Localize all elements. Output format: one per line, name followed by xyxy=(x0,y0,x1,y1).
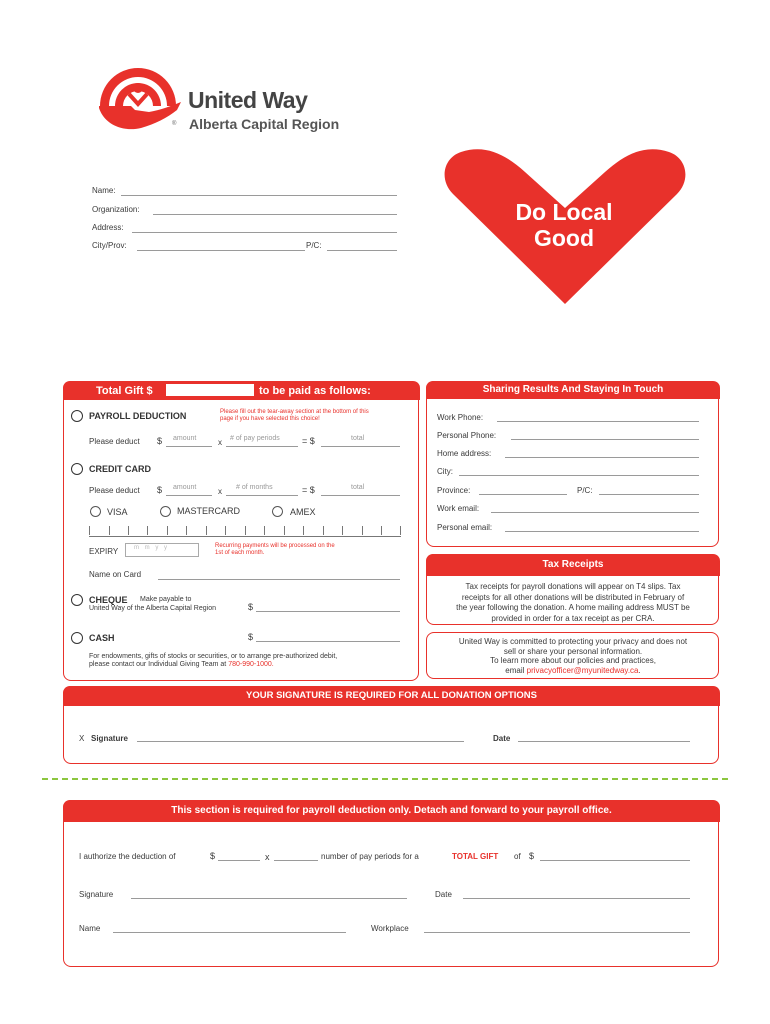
tax-text xyxy=(428,582,718,624)
personal-phone-field[interactable] xyxy=(511,439,699,440)
postal-code-field[interactable] xyxy=(327,250,397,251)
cash-radio[interactable] xyxy=(71,632,83,644)
authorize-total-gift: TOTAL GIFT xyxy=(452,852,499,861)
signature-label: Signature xyxy=(91,734,128,743)
payroll-dollar: $ xyxy=(157,436,163,446)
address-label: Address: xyxy=(92,223,124,232)
payroll-deduction-radio[interactable] xyxy=(71,410,83,422)
home-address-label: Home address: xyxy=(437,449,492,458)
payroll-total-hint: total xyxy=(351,435,365,442)
payroll-periods-hint: # of pay periods xyxy=(230,435,280,442)
cheque-dollar: $ xyxy=(248,602,254,612)
tearoff-signature-field[interactable] xyxy=(131,898,407,899)
credit-months-hint: # of months xyxy=(236,484,273,491)
name-field[interactable] xyxy=(121,195,397,196)
payroll-amount-field[interactable] xyxy=(166,446,212,447)
tax-line-2: receipts for all other donations will be distributed in February of xyxy=(461,592,685,602)
payroll-equals: = $ xyxy=(302,436,315,446)
total-gift-prefix: Total Gift $ xyxy=(96,385,153,397)
signature-field[interactable] xyxy=(137,741,464,742)
credit-equals: = $ xyxy=(302,485,315,495)
payroll-times: x xyxy=(218,438,222,447)
payroll-tearoff-panel xyxy=(63,800,719,967)
tax-line-3: the year following the donation. A home mailing address MUST be xyxy=(456,603,690,612)
sharing-pc-field[interactable] xyxy=(599,494,699,495)
privacy-line-4: email privacyofficer@myunitedway.ca. xyxy=(505,665,641,675)
recurring-note: Recurring payments will be processed on the 1st of each month. xyxy=(215,543,335,556)
credit-total-hint: total xyxy=(351,484,365,491)
signature-x: X xyxy=(79,734,85,743)
personal-email-label: Personal email: xyxy=(437,523,493,532)
postal-code-label: P/C: xyxy=(306,241,322,250)
card-number-field[interactable] xyxy=(89,526,401,537)
authorize-periods-text: number of pay periods for a xyxy=(321,852,419,861)
cash-label: CASH xyxy=(89,633,115,643)
work-email-label: Work email: xyxy=(437,504,480,513)
personal-email-field[interactable] xyxy=(505,531,699,532)
cheque-label: CHEQUE xyxy=(89,595,128,605)
authorize-amount-field[interactable] xyxy=(218,860,260,861)
name-on-card-label: Name on Card xyxy=(89,570,142,579)
cheque-payable: Make payable to xyxy=(140,596,192,603)
city-field[interactable] xyxy=(459,475,699,476)
organization-label: Organization: xyxy=(92,205,140,214)
sharing-pc-label: P/C: xyxy=(577,486,593,495)
name-label: Name: xyxy=(92,186,116,195)
authorize-of: of xyxy=(514,852,521,861)
tax-line-1: Tax receipts for payroll donations will appear on T4 slips. Tax xyxy=(465,582,681,591)
total-gift-amount-field[interactable] xyxy=(166,384,254,396)
mastercard-label: MASTERCARD xyxy=(177,506,241,516)
brand-name: United Way xyxy=(188,87,308,113)
authorize-dollar-2: $ xyxy=(529,851,535,861)
home-address-field[interactable] xyxy=(505,457,699,458)
tearoff-name-field[interactable] xyxy=(113,932,346,933)
work-email-field[interactable] xyxy=(491,512,699,513)
tearoff-name-label: Name xyxy=(79,924,101,933)
tearoff-workplace-label: Workplace xyxy=(371,924,409,933)
tearoff-workplace-field[interactable] xyxy=(424,932,690,933)
sharing-header: Sharing Results And Staying In Touch xyxy=(426,381,720,399)
signature-date-label: Date xyxy=(493,734,511,743)
credit-please-deduct: Please deduct xyxy=(89,486,140,495)
amex-label: AMEX xyxy=(290,507,316,517)
cash-amount-field[interactable] xyxy=(256,641,400,642)
credit-times: x xyxy=(218,487,222,496)
endowment-note-line1: For endowments, gifts of stocks or securities, or to arrange pre-authorized debit, xyxy=(89,653,338,660)
payroll-note: Please fill out the tear-away section at the bottom of this page if you have selected this choice! xyxy=(220,409,369,422)
signature-date-field[interactable] xyxy=(518,741,690,742)
credit-total-field[interactable] xyxy=(321,495,400,496)
tear-line-divider xyxy=(42,778,728,780)
mastercard-radio[interactable] xyxy=(160,506,171,517)
tax-header: Tax Receipts xyxy=(426,554,720,576)
authorize-total-field[interactable] xyxy=(540,860,690,861)
visa-label: VISA xyxy=(107,507,128,517)
brand-registered-mark: ® xyxy=(172,121,177,127)
payroll-amount-hint: amount xyxy=(173,435,197,442)
credit-dollar: $ xyxy=(157,485,163,495)
payroll-deduction-label: PAYROLL DEDUCTION xyxy=(89,411,187,421)
credit-card-radio[interactable] xyxy=(71,463,83,475)
credit-amount-hint: amount xyxy=(173,484,197,491)
work-phone-field[interactable] xyxy=(497,421,699,422)
authorize-dollar: $ xyxy=(210,851,216,861)
organization-field[interactable] xyxy=(153,214,397,215)
tearoff-date-label: Date xyxy=(435,890,452,899)
endowment-note-line2 xyxy=(89,661,274,668)
endowment-note-text: please contact our Individual Giving Team at xyxy=(89,661,227,668)
payroll-please-deduct: Please deduct xyxy=(89,437,140,446)
cash-dollar: $ xyxy=(248,632,254,642)
expiry-hint: m m y y xyxy=(134,545,169,551)
credit-months-field[interactable] xyxy=(226,495,298,496)
name-on-card-field[interactable] xyxy=(158,579,400,580)
cheque-radio[interactable] xyxy=(71,594,83,606)
credit-card-label: CREDIT CARD xyxy=(89,464,151,474)
payroll-tearoff-header: This section is required for payroll deduction only. Detach and forward to your payroll office. xyxy=(63,800,720,822)
tearoff-signature-label: Signature xyxy=(79,890,114,899)
address-field[interactable] xyxy=(132,232,397,233)
city-label: City: xyxy=(437,467,453,476)
city-prov-label: City/Prov: xyxy=(92,241,127,250)
province-label: Province: xyxy=(437,486,471,495)
province-field[interactable] xyxy=(479,494,567,495)
work-phone-label: Work Phone: xyxy=(437,413,484,422)
city-prov-field[interactable] xyxy=(137,250,305,251)
expiry-label: EXPIRY xyxy=(89,547,119,556)
authorize-periods-field[interactable] xyxy=(274,860,318,861)
cheque-payee: United Way of the Alberta Capital Region xyxy=(89,605,216,612)
heart-line-1: Do Local xyxy=(515,199,613,225)
payroll-periods-field[interactable] xyxy=(226,446,298,447)
payroll-total-field[interactable] xyxy=(321,446,400,447)
cheque-amount-field[interactable] xyxy=(256,611,400,612)
authorize-times: x xyxy=(265,852,270,862)
heart-line-2: Good xyxy=(533,225,595,251)
privacy-email-link[interactable]: privacyofficer@myunitedway.ca xyxy=(526,665,639,675)
amex-radio[interactable] xyxy=(272,506,283,517)
privacy-line-1: United Way is committed to protecting your privacy and does not xyxy=(458,637,688,646)
credit-amount-field[interactable] xyxy=(166,495,212,496)
signature-header: YOUR SIGNATURE IS REQUIRED FOR ALL DONATION OPTIONS xyxy=(63,686,720,706)
visa-radio[interactable] xyxy=(90,506,101,517)
authorize-label: I authorize the deduction of xyxy=(79,852,176,861)
privacy-line-2: sell or share your personal information. xyxy=(503,646,643,656)
privacy-text xyxy=(428,637,718,675)
endowment-phone[interactable]: 780-990-1000. xyxy=(228,661,274,668)
brand-region: Alberta Capital Region xyxy=(189,116,340,132)
tax-line-4: provided in order for a tax receipt as per CRA. xyxy=(491,613,655,623)
privacy-line-3: To learn more about our policies and practices, xyxy=(490,656,656,665)
tearoff-date-field[interactable] xyxy=(463,898,690,899)
total-gift-suffix: to be paid as follows: xyxy=(259,385,371,397)
personal-phone-label: Personal Phone: xyxy=(437,431,497,440)
